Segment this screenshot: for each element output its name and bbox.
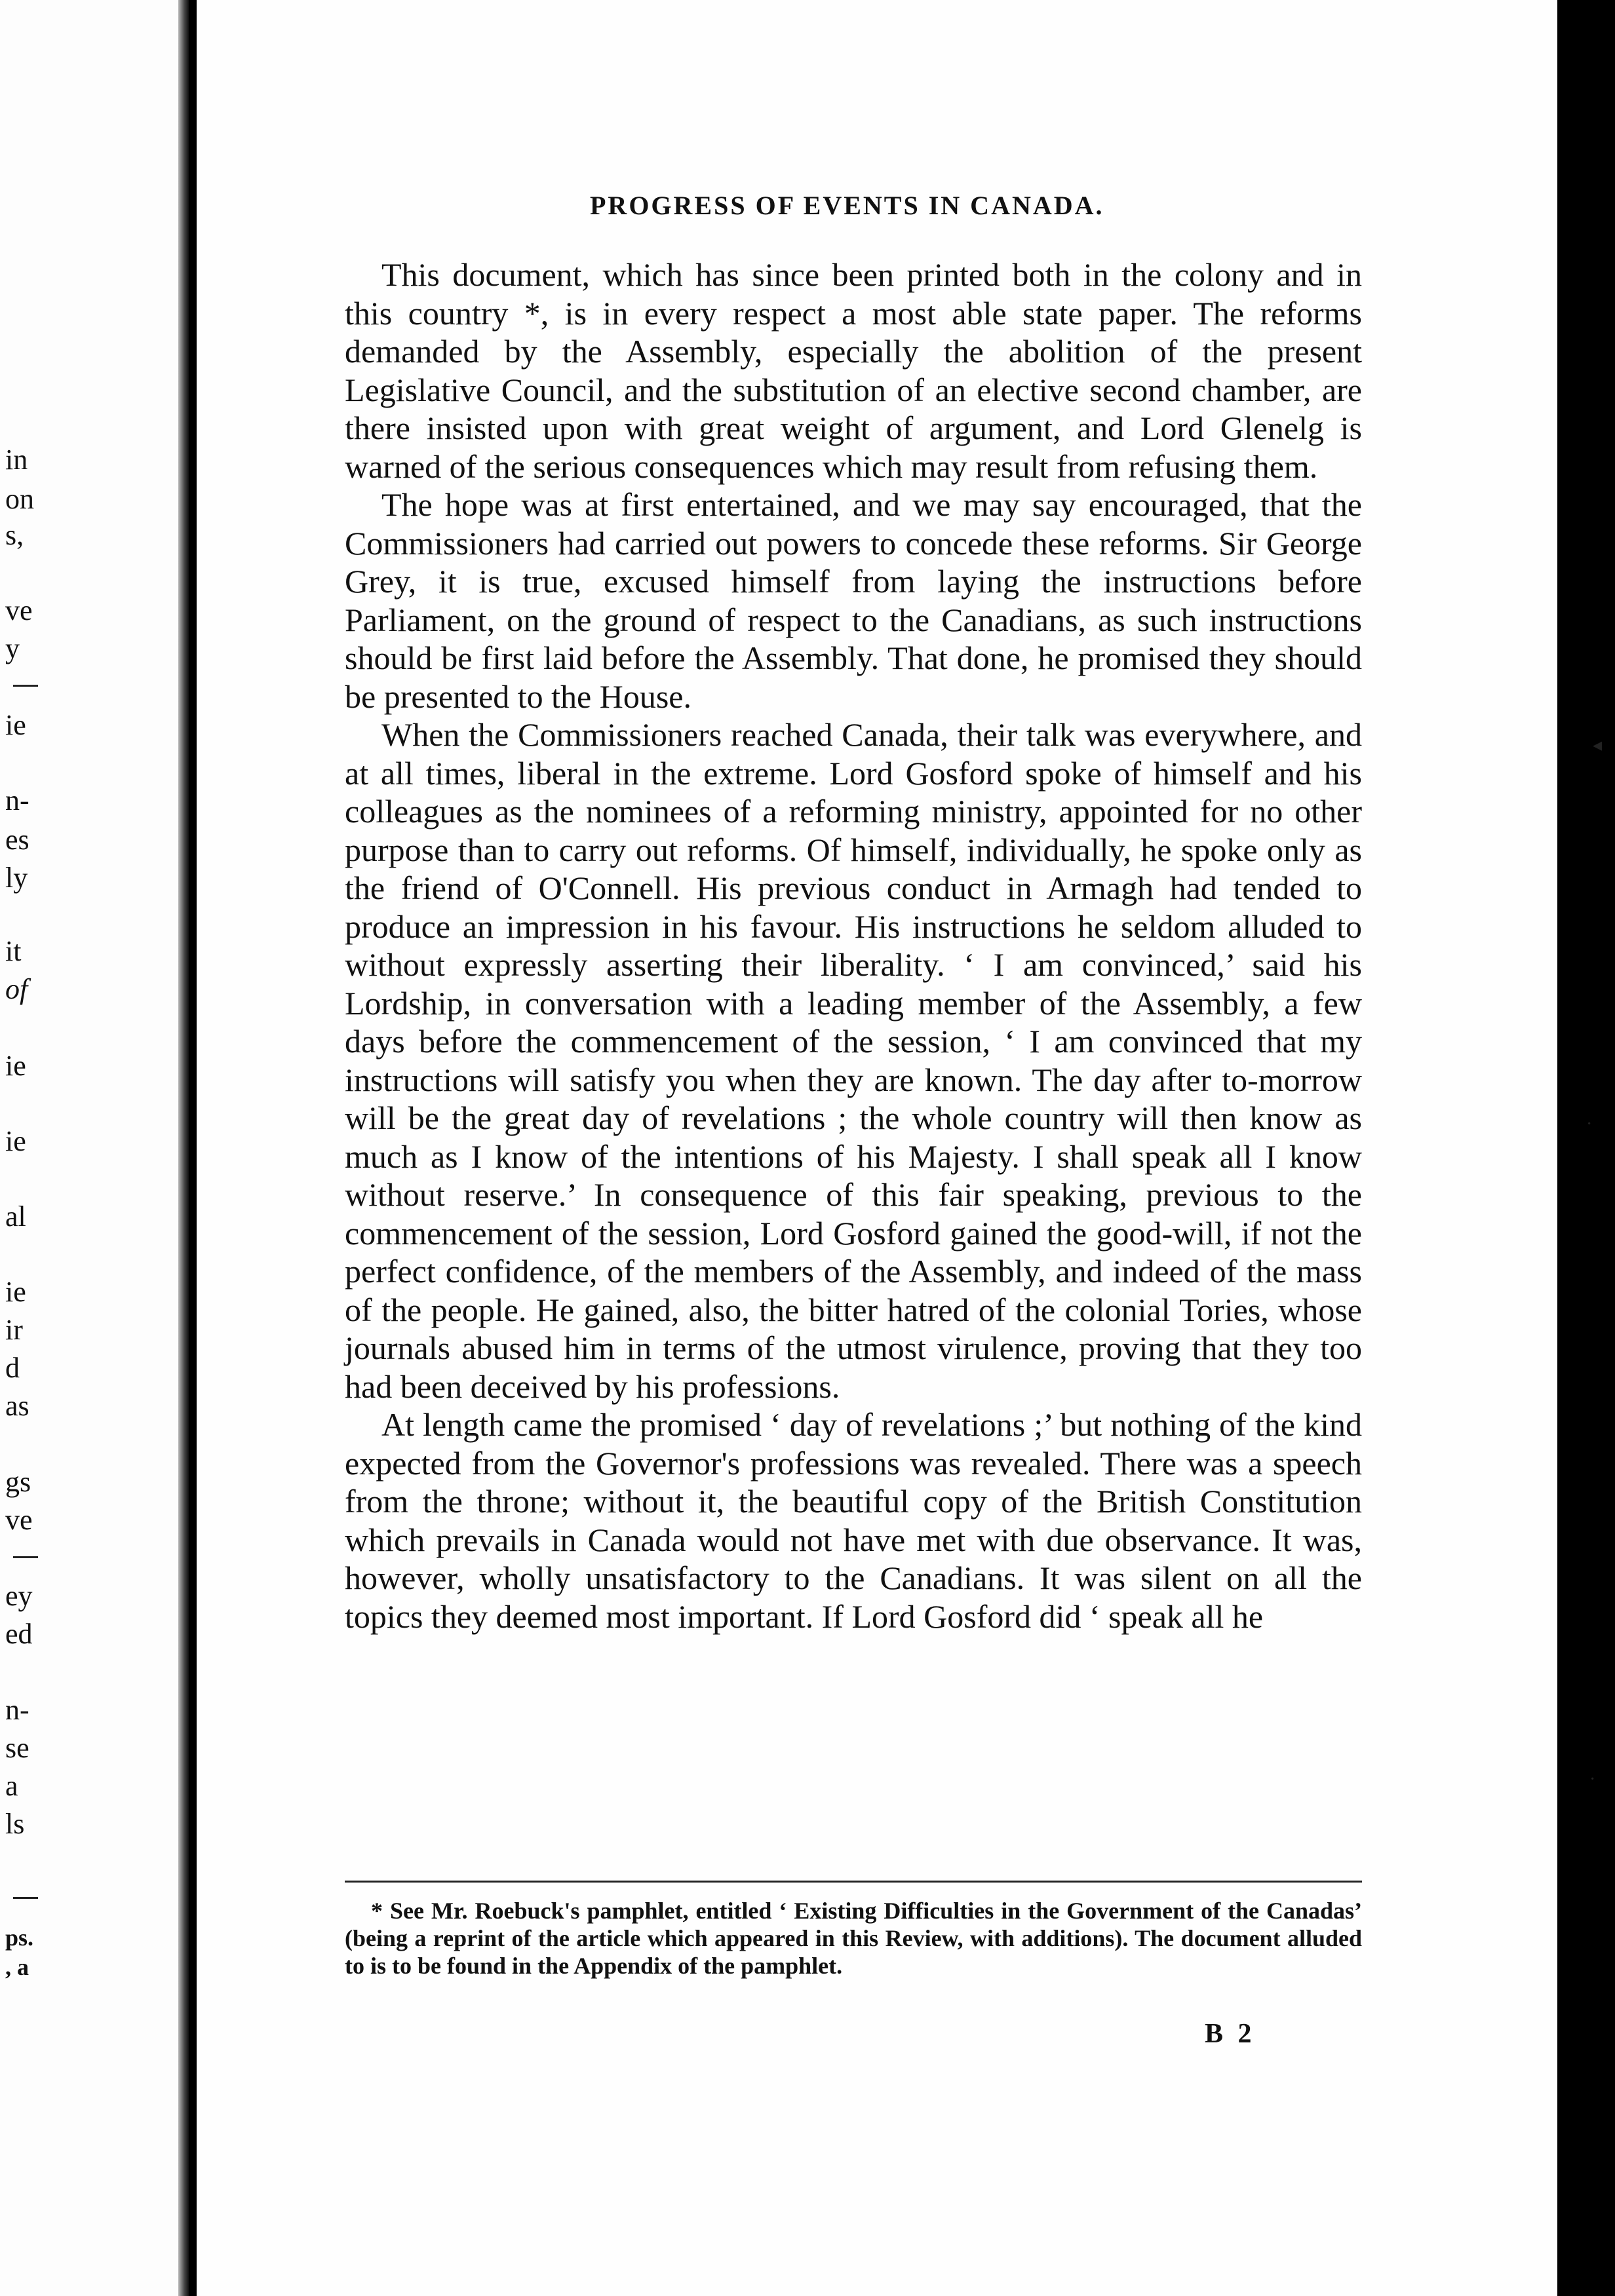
left-fragment: s, bbox=[5, 519, 24, 551]
book-gutter bbox=[178, 0, 189, 2296]
left-fragment: in bbox=[5, 444, 28, 476]
left-fragment: ie bbox=[5, 1050, 26, 1082]
left-fragment: ls bbox=[5, 1808, 25, 1840]
margin-mark: · bbox=[1586, 1114, 1593, 1134]
left-fragment: ly bbox=[5, 862, 28, 894]
left-fragment: d bbox=[5, 1352, 20, 1384]
left-fragment: y bbox=[5, 632, 20, 664]
left-facing-page bbox=[0, 0, 187, 2296]
body-text bbox=[345, 256, 1362, 1636]
left-fragment: ie bbox=[5, 1125, 26, 1157]
left-fragment: ie bbox=[5, 709, 26, 741]
book-page bbox=[197, 0, 1603, 2296]
footnote-rule bbox=[345, 1881, 1362, 1883]
left-fragment: a bbox=[5, 1770, 18, 1802]
left-fragment: n- bbox=[5, 784, 29, 816]
paragraph: The hope was at first entertained, and we may say encouraged, that the Commissioners had carried out powers to concede these reforms. Sir George Grey, it is true, excused himself from laying the instructions before Parliament, on the ground of respect to the Canadians, as such instructions should be first laid before the Assembly. That done, he promised they should be presented to the House. bbox=[345, 486, 1362, 715]
margin-mark: · bbox=[1589, 1769, 1596, 1789]
left-fragment: ed bbox=[5, 1618, 33, 1650]
left-fragment: gs bbox=[5, 1466, 31, 1498]
left-rule bbox=[13, 685, 38, 687]
left-fragment: ie bbox=[5, 1276, 26, 1308]
left-fragment: al bbox=[5, 1200, 26, 1233]
left-fragment: ir bbox=[5, 1314, 23, 1346]
paragraph: When the Commissioners reached Canada, their talk was everywhere, and at all times, liberal in the extreme. Lord Gosford spoke of himself and his colleagues as the nominees of a reforming ministry, appointed for no other purpose than to carry out reforms. Of himself, individually, he spoke only as the friend of O'Connell. His previous conduct in Armagh had tended to produce an impression in his favour. His instructions he seldom alluded to without expressly asserting their liberality. ‘ I am convinced,’ said his Lordship, in conversation with a leading member of the Assembly, a few days before the commencement of the session, ‘ I am convinced that my instructions will satisfy you when they are known. The day after to-morrow will be the great day of revelations ; the whole country will then know as much as I know of the intentions of his Majesty. I shall speak all I know without reserve.’ In consequence of this fair speaking, previous to the commencement of the session, Lord Gosford gained the good-will, if not the perfect confidence, of the members of the Assembly, and indeed of the mass of the people. He gained, also, the bitter hatred of the colonial Tories, whose journals abused him in terms of the utmost virulence, proving that they too had been deceived by his professions. bbox=[345, 716, 1362, 1405]
margin-mark: ◂ bbox=[1593, 735, 1603, 756]
paragraph: At length came the promised ‘ day of revelations ;’ but nothing of the kind expected from the Governor's professions was revealed. There was a speech from the throne; without it, the beautiful copy of the British Constitution which prevails in Canada would not have met with due observance. It was, however, wholly unsatisfactory to the Canadians. It was silent on all the topics they deemed most important. If Lord Gosford did ‘ speak all he bbox=[345, 1406, 1362, 1635]
left-fragment: as bbox=[5, 1390, 29, 1422]
left-fragment: ey bbox=[5, 1580, 33, 1612]
left-fragment: ps. bbox=[5, 1924, 34, 1951]
paragraph: This document, which has since been printed both in the colony and in this country *, is in every respect a most able state paper. The reforms demanded by the Assembly, especially the abolition of the present Legislative Council, and the substitution of an elective second chamber, are there insisted upon with great weight of argument, and Lord Glenelg is warned of the serious consequences which may result from refusing them. bbox=[345, 256, 1362, 485]
left-fragment: , a bbox=[5, 1954, 29, 1980]
left-fragment: n- bbox=[5, 1694, 29, 1726]
left-fragment: on bbox=[5, 483, 34, 515]
left-fragment: ve bbox=[5, 1504, 33, 1536]
left-rule bbox=[13, 1897, 38, 1899]
left-fragment: of bbox=[5, 973, 28, 1005]
left-fragment: it bbox=[5, 935, 22, 967]
left-fragment: ve bbox=[5, 594, 33, 626]
running-title: PROGRESS OF EVENTS IN CANADA. bbox=[590, 191, 1104, 220]
left-rule bbox=[13, 1556, 38, 1558]
footnote: * See Mr. Roebuck's pamphlet, entitled ‘ Existing Difficulties in the Government of the Canadas’ (being a reprint of the article which appeared in this Review, with additions). The document alluded to is to be found in the Appendix of the pamphlet. bbox=[345, 1898, 1362, 1979]
page-edge bbox=[1557, 0, 1586, 2296]
left-fragment: es bbox=[5, 824, 29, 856]
signature-mark: B 2 bbox=[1205, 2019, 1256, 2049]
running-head bbox=[590, 190, 1573, 229]
left-fragment: se bbox=[5, 1732, 29, 1764]
